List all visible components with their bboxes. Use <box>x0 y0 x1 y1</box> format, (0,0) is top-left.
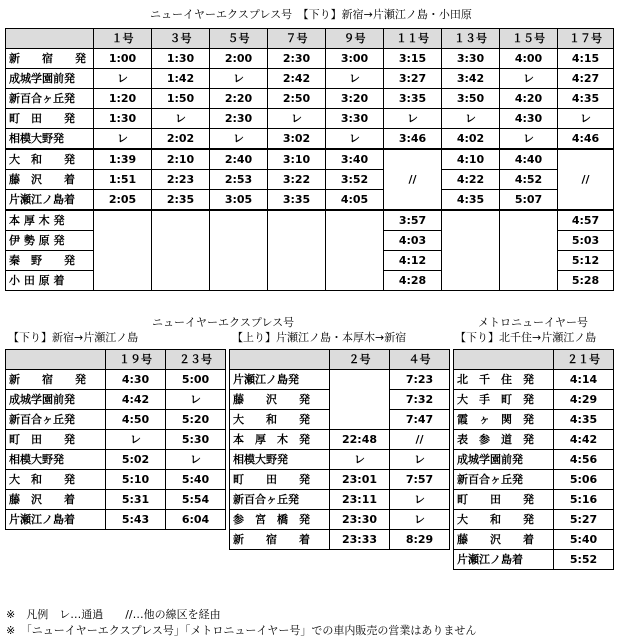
time-cell: 3:30 <box>442 49 500 69</box>
time-cell: 5:16 <box>554 490 614 510</box>
station-name: 新百合ヶ丘発 <box>454 470 554 490</box>
station-name: 大 和 発 <box>230 410 330 430</box>
station-name: 町 田 発 <box>230 470 330 490</box>
station-name: 伊 勢 原 発 <box>6 231 94 251</box>
train-number-header: ５号 <box>210 29 268 49</box>
time-cell: 3:46 <box>384 129 442 150</box>
station-name: 相模大野発 <box>6 129 94 150</box>
time-cell <box>152 251 210 271</box>
time-cell <box>326 231 384 251</box>
time-cell: レ <box>210 129 268 150</box>
table-row <box>230 390 450 410</box>
time-cell: レ <box>166 450 226 470</box>
table-row <box>454 450 614 470</box>
time-cell: 4:15 <box>558 49 614 69</box>
time-cell: 3:00 <box>326 49 384 69</box>
time-cell: レ <box>390 490 450 510</box>
mid-left-direction: 【下り】新宿→片瀬江ノ島 <box>8 331 139 344</box>
time-cell: 5:40 <box>554 530 614 550</box>
time-cell: レ <box>442 109 500 129</box>
time-cell <box>268 210 326 231</box>
top-header-row <box>6 29 614 49</box>
time-cell: 4:00 <box>500 49 558 69</box>
time-cell: // <box>390 430 450 450</box>
time-cell: 4:42 <box>106 390 166 410</box>
mid-right-direction: 【上り】片瀬江ノ島・本厚木→新宿 <box>232 331 407 344</box>
table-row <box>6 129 614 150</box>
time-cell: 3:57 <box>384 210 442 231</box>
time-cell: 4:28 <box>384 271 442 291</box>
table-row <box>6 251 614 271</box>
station-name: 町 田 発 <box>454 490 554 510</box>
table-row <box>6 89 614 109</box>
sales-note: ※ 「ニューイヤーエクスプレス号」「メトロニューイヤー号」での車内販売の営業はありません <box>6 624 477 637</box>
time-cell: 5:31 <box>106 490 166 510</box>
time-cell <box>210 251 268 271</box>
time-cell: レ <box>326 129 384 150</box>
time-cell: 5:00 <box>166 370 226 390</box>
station-name: 成城学園前発 <box>6 390 106 410</box>
time-cell: レ <box>390 450 450 470</box>
time-cell: 1:30 <box>152 49 210 69</box>
station-name: 大 和 発 <box>454 510 554 530</box>
train-number-header: ４号 <box>390 350 450 370</box>
time-cell: 5:27 <box>554 510 614 530</box>
time-cell: 7:23 <box>390 370 450 390</box>
time-cell: 4:30 <box>500 109 558 129</box>
train-number-header: ３号 <box>152 29 210 49</box>
time-cell: 3:05 <box>210 190 268 211</box>
time-cell <box>330 410 390 430</box>
time-cell: 1:00 <box>94 49 152 69</box>
table-row <box>6 69 614 89</box>
station-name: 霞 ヶ 関 発 <box>454 410 554 430</box>
table-row <box>6 430 226 450</box>
time-cell: レ <box>390 510 450 530</box>
legend-note: ※ 凡例 レ…通過 //…他の線区を経由 <box>6 608 221 621</box>
time-cell <box>152 271 210 291</box>
table-row <box>454 510 614 530</box>
time-cell: レ <box>268 109 326 129</box>
time-cell: 23:30 <box>330 510 390 530</box>
metro-direction: 【下り】北千住→片瀬江ノ島 <box>455 331 597 344</box>
time-cell: 3:52 <box>326 170 384 190</box>
header-corner <box>454 350 554 370</box>
mid-header: ニューイヤーエクスプレス号 <box>152 316 295 329</box>
time-cell <box>326 271 384 291</box>
time-cell: 4:20 <box>500 89 558 109</box>
time-cell: レ <box>106 430 166 450</box>
time-cell: 22:48 <box>330 430 390 450</box>
time-cell: 4:42 <box>554 430 614 450</box>
mid-left-timetable <box>5 349 226 530</box>
time-cell: 4:57 <box>558 210 614 231</box>
time-cell: 4:22 <box>442 170 500 190</box>
time-cell: 5:28 <box>558 271 614 291</box>
time-cell <box>442 210 500 231</box>
time-cell: レ <box>94 129 152 150</box>
train-number-header: １９号 <box>106 350 166 370</box>
time-cell: 2:35 <box>152 190 210 211</box>
time-cell <box>268 251 326 271</box>
time-cell: 5:20 <box>166 410 226 430</box>
station-name: 藤 沢 着 <box>454 530 554 550</box>
time-cell: 3:22 <box>268 170 326 190</box>
mid-right-timetable <box>229 349 450 550</box>
station-name: 新百合ヶ丘発 <box>230 490 330 510</box>
time-cell: 4:56 <box>554 450 614 470</box>
train-number-header: ２３号 <box>166 350 226 370</box>
station-name: 成城学園前発 <box>6 69 94 89</box>
time-cell: 3:15 <box>384 49 442 69</box>
table-row <box>6 190 614 211</box>
time-cell: 5:10 <box>106 470 166 490</box>
station-name: 相模大野発 <box>6 450 106 470</box>
station-name: 片瀬江ノ島着 <box>6 190 94 211</box>
time-cell: 3:10 <box>268 149 326 170</box>
time-cell: 7:57 <box>390 470 450 490</box>
table-row <box>454 470 614 490</box>
time-cell: 8:29 <box>390 530 450 550</box>
time-cell: 5:40 <box>166 470 226 490</box>
time-cell: 2:40 <box>210 149 268 170</box>
time-cell: 4:29 <box>554 390 614 410</box>
table-row <box>230 530 450 550</box>
time-cell: 3:02 <box>268 129 326 150</box>
time-cell: 5:06 <box>554 470 614 490</box>
time-cell: 23:01 <box>330 470 390 490</box>
table-row <box>454 390 614 410</box>
metro-timetable <box>453 349 614 570</box>
station-name: 相模大野発 <box>230 450 330 470</box>
time-cell: 4:12 <box>384 251 442 271</box>
time-cell: 2:02 <box>152 129 210 150</box>
time-cell <box>152 231 210 251</box>
time-cell <box>558 190 614 211</box>
time-cell: 5:12 <box>558 251 614 271</box>
table-row <box>230 370 450 390</box>
time-cell: 4:02 <box>442 129 500 150</box>
time-cell <box>94 231 152 251</box>
time-cell: レ <box>152 109 210 129</box>
time-cell <box>268 271 326 291</box>
time-cell: 3:30 <box>326 109 384 129</box>
table-row <box>230 510 450 530</box>
table-row <box>6 149 614 170</box>
table-row <box>6 490 226 510</box>
time-cell: 5:03 <box>558 231 614 251</box>
time-cell: 5:02 <box>106 450 166 470</box>
station-name: 新 宿 発 <box>6 370 106 390</box>
time-cell: 5:30 <box>166 430 226 450</box>
table-row <box>6 510 226 530</box>
time-cell: レ <box>500 129 558 150</box>
train-number-header: １号 <box>94 29 152 49</box>
station-name: 大 手 町 発 <box>454 390 554 410</box>
time-cell <box>210 210 268 231</box>
table-row <box>230 410 450 430</box>
table-row <box>6 231 614 251</box>
station-name: 片瀬江ノ島着 <box>6 510 106 530</box>
time-cell <box>384 149 442 170</box>
time-cell: 1:39 <box>94 149 152 170</box>
time-cell: 3:40 <box>326 149 384 170</box>
table-row <box>230 470 450 490</box>
table-row <box>230 450 450 470</box>
top-timetable <box>5 28 614 291</box>
train-number-header: ７号 <box>268 29 326 49</box>
time-cell: 2:50 <box>268 89 326 109</box>
table-row <box>6 109 614 129</box>
time-cell: 2:10 <box>152 149 210 170</box>
time-cell <box>326 210 384 231</box>
station-name: 藤 沢 着 <box>6 170 94 190</box>
time-cell: 4:14 <box>554 370 614 390</box>
time-cell: 1:51 <box>94 170 152 190</box>
time-cell <box>558 149 614 170</box>
time-cell: 3:27 <box>384 69 442 89</box>
time-cell: 2:30 <box>268 49 326 69</box>
station-name: 新百合ヶ丘発 <box>6 410 106 430</box>
time-cell: 2:23 <box>152 170 210 190</box>
station-name: 片瀬江ノ島発 <box>230 370 330 390</box>
header-corner <box>230 350 330 370</box>
header-corner <box>6 29 94 49</box>
train-number-header: １１号 <box>384 29 442 49</box>
time-cell: 23:33 <box>330 530 390 550</box>
train-number-header: １５号 <box>500 29 558 49</box>
station-name: 小 田 原 着 <box>6 271 94 291</box>
time-cell: 4:52 <box>500 170 558 190</box>
time-cell <box>442 231 500 251</box>
table-row <box>6 390 226 410</box>
time-cell: 4:05 <box>326 190 384 211</box>
table-row <box>454 430 614 450</box>
table-row <box>230 490 450 510</box>
time-cell: レ <box>210 69 268 89</box>
time-cell <box>442 251 500 271</box>
time-cell <box>152 210 210 231</box>
time-cell <box>268 231 326 251</box>
table-row <box>6 410 226 430</box>
time-cell <box>500 210 558 231</box>
station-name: 成城学園前発 <box>454 450 554 470</box>
station-name: 参 宮 橋 発 <box>230 510 330 530</box>
time-cell: レ <box>500 69 558 89</box>
table-row <box>6 49 614 69</box>
time-cell: 4:35 <box>554 410 614 430</box>
time-cell <box>210 271 268 291</box>
time-cell: 3:42 <box>442 69 500 89</box>
station-name: 本 厚 木 発 <box>230 430 330 450</box>
table-row <box>454 530 614 550</box>
station-name: 新 宿 発 <box>6 49 94 69</box>
time-cell: 4:10 <box>442 149 500 170</box>
table-row <box>454 370 614 390</box>
time-cell <box>500 271 558 291</box>
table-row <box>6 210 614 231</box>
time-cell: 1:20 <box>94 89 152 109</box>
station-name: 町 田 発 <box>6 430 106 450</box>
time-cell: 5:52 <box>554 550 614 570</box>
time-cell: 1:50 <box>152 89 210 109</box>
station-name: 町 田 発 <box>6 109 94 129</box>
time-cell: // <box>384 170 442 190</box>
time-cell: レ <box>558 109 614 129</box>
time-cell: レ <box>94 69 152 89</box>
station-name: 表 参 道 発 <box>454 430 554 450</box>
time-cell: 3:35 <box>268 190 326 211</box>
time-cell: // <box>558 170 614 190</box>
table-row <box>6 271 614 291</box>
time-cell <box>442 271 500 291</box>
top-title: ニューイヤーエクスプレス号 【下り】新宿→片瀬江ノ島・小田原 <box>150 8 472 21</box>
time-cell: 1:30 <box>94 109 152 129</box>
time-cell <box>330 370 390 390</box>
time-cell: 3:35 <box>384 89 442 109</box>
time-cell: 3:50 <box>442 89 500 109</box>
table-row <box>6 170 614 190</box>
time-cell: 7:47 <box>390 410 450 430</box>
train-number-header: １３号 <box>442 29 500 49</box>
time-cell: 5:54 <box>166 490 226 510</box>
time-cell: レ <box>384 109 442 129</box>
station-name: 片瀬江ノ島着 <box>454 550 554 570</box>
station-name: 大 和 発 <box>6 149 94 170</box>
station-name: 秦 野 発 <box>6 251 94 271</box>
station-name: 藤 沢 着 <box>6 490 106 510</box>
station-name: 本 厚 木 発 <box>6 210 94 231</box>
time-cell: 2:53 <box>210 170 268 190</box>
time-cell: 5:07 <box>500 190 558 211</box>
time-cell <box>94 251 152 271</box>
table-row <box>6 450 226 470</box>
table-row <box>230 430 450 450</box>
station-name: 大 和 発 <box>6 470 106 490</box>
train-number-header: １７号 <box>558 29 614 49</box>
table-row <box>6 470 226 490</box>
time-cell: レ <box>326 69 384 89</box>
time-cell: 4:35 <box>558 89 614 109</box>
time-cell: 23:11 <box>330 490 390 510</box>
time-cell: レ <box>166 390 226 410</box>
time-cell: 2:30 <box>210 109 268 129</box>
time-cell: レ <box>330 450 390 470</box>
time-cell: 6:04 <box>166 510 226 530</box>
table-row <box>454 410 614 430</box>
time-cell: 1:42 <box>152 69 210 89</box>
time-cell: 4:03 <box>384 231 442 251</box>
time-cell: 2:42 <box>268 69 326 89</box>
station-name: 新百合ヶ丘発 <box>6 89 94 109</box>
table-row <box>6 370 226 390</box>
time-cell: 2:00 <box>210 49 268 69</box>
time-cell <box>94 210 152 231</box>
time-cell <box>384 190 442 211</box>
metro-header: メトロニューイヤー号 <box>478 316 588 329</box>
station-name: 新 宿 着 <box>230 530 330 550</box>
time-cell: 2:05 <box>94 190 152 211</box>
time-cell: 4:50 <box>106 410 166 430</box>
table-row <box>454 490 614 510</box>
time-cell: 4:40 <box>500 149 558 170</box>
train-number-header: ９号 <box>326 29 384 49</box>
time-cell <box>330 390 390 410</box>
header-corner <box>6 350 106 370</box>
time-cell <box>500 251 558 271</box>
train-number-header: ２号 <box>330 350 390 370</box>
time-cell: 5:43 <box>106 510 166 530</box>
time-cell <box>210 231 268 251</box>
station-name: 北 千 住 発 <box>454 370 554 390</box>
time-cell <box>326 251 384 271</box>
station-name: 藤 沢 発 <box>230 390 330 410</box>
time-cell: 2:20 <box>210 89 268 109</box>
time-cell: 4:27 <box>558 69 614 89</box>
time-cell <box>500 231 558 251</box>
time-cell: 7:32 <box>390 390 450 410</box>
time-cell: 3:20 <box>326 89 384 109</box>
train-number-header: ２１号 <box>554 350 614 370</box>
time-cell <box>94 271 152 291</box>
time-cell: 4:30 <box>106 370 166 390</box>
time-cell: 4:46 <box>558 129 614 150</box>
table-row <box>454 550 614 570</box>
time-cell: 4:35 <box>442 190 500 211</box>
